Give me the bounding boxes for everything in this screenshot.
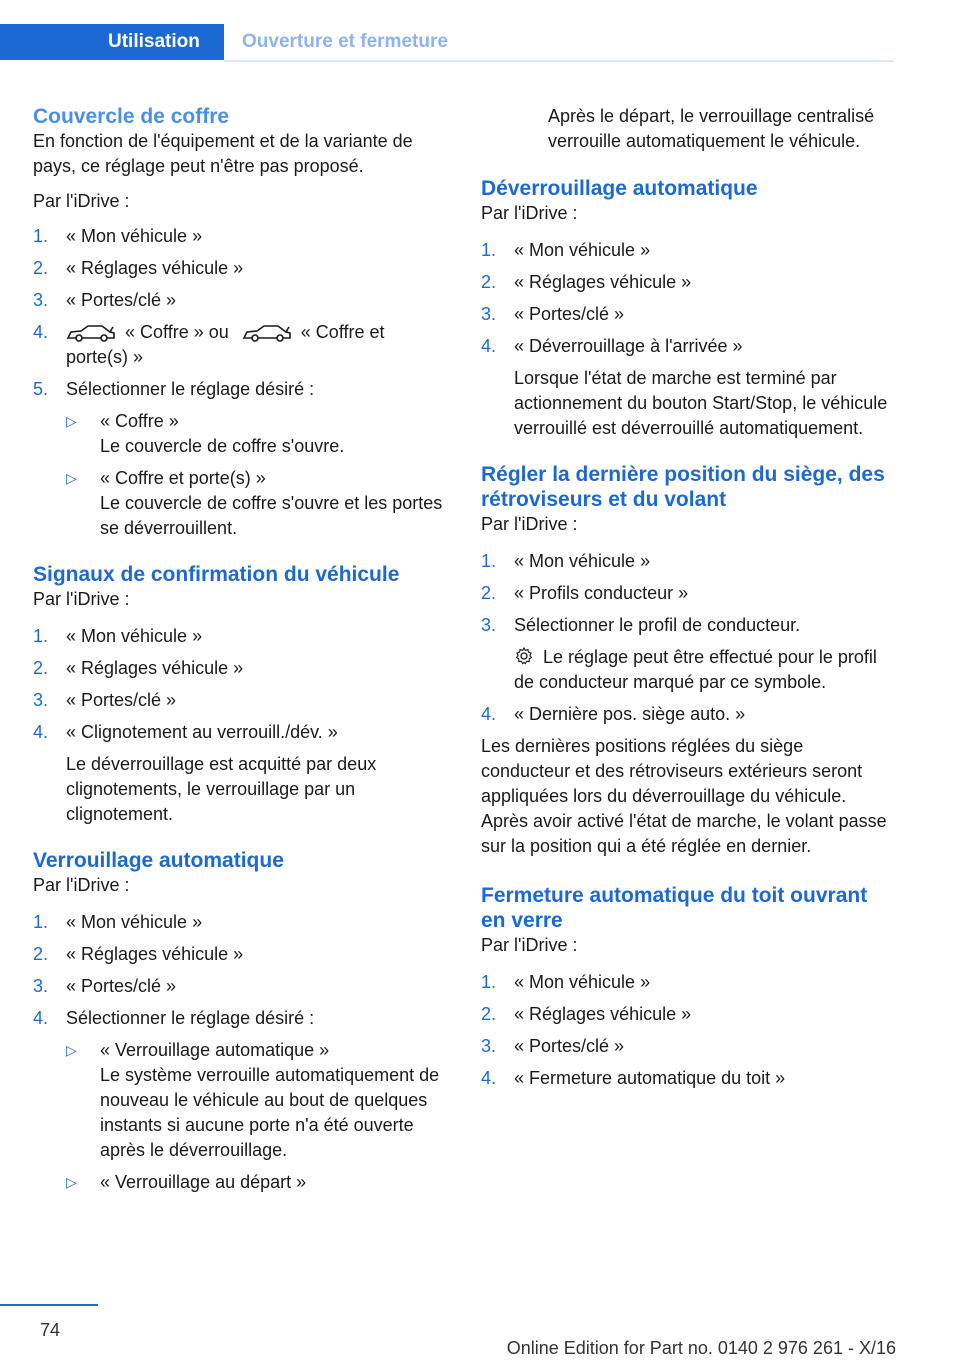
idrive-label: Par l'iDrive : [481, 514, 578, 534]
body-paragraph: Les dernières positions réglées du siège conducteur et des rétroviseurs extérieurs seront appliquées lors du déverrouillage du véhicule. Après avoir activé l'état de marche, le volant passe sur la position qui a été réglée en dernier. [481, 736, 887, 856]
gear-icon [514, 646, 534, 666]
step-number: 3. [481, 304, 497, 324]
option-label: « Coffre et porte(s) » [100, 468, 266, 488]
idrive-label: Par l'iDrive : [33, 875, 130, 895]
list-item [481, 270, 895, 295]
list-item [33, 720, 445, 827]
option-item [66, 466, 445, 541]
step-number: 2. [33, 658, 49, 678]
step-text: Sélectionner le réglage désiré : [66, 379, 315, 399]
step-number: 1. [481, 240, 497, 260]
idrive-label: Par l'iDrive : [33, 191, 130, 211]
triangle-bullet-icon: ▷ [66, 413, 77, 429]
page-number: 74 [40, 1320, 61, 1340]
step-text: « Réglages véhicule » [66, 258, 244, 278]
heading-derniere-position: Régler la dernière position du siège, des rétroviseurs et du volant [481, 463, 885, 511]
list-item [481, 238, 895, 263]
option-label: « Verrouillage automatique » [100, 1040, 330, 1060]
list-item [33, 624, 445, 649]
step-text: « Mon véhicule » [66, 912, 203, 932]
step-text: « Déverrouillage à l'arrivée » [514, 336, 743, 356]
list-item [33, 320, 445, 370]
step-number: 3. [481, 1036, 497, 1056]
edition-footer: Online Edition for Part no. 0140 2 976 261 - X/16 [506, 1338, 896, 1358]
option-item [66, 1038, 445, 1163]
step-text: « Clignotement au verrouill./dév. » [66, 722, 338, 742]
list-item [481, 1034, 895, 1059]
heading-fermeture-toit: Fermeture automatique du toit ouvrant en verre [481, 884, 868, 932]
step-number: 3. [33, 690, 49, 710]
step-text: « Coffre » ou [125, 322, 229, 342]
heading-verrouillage-auto: Verrouillage automatique [33, 849, 284, 872]
header-tabs [0, 24, 894, 60]
triangle-bullet-icon: ▷ [66, 470, 77, 486]
list-item [481, 334, 895, 441]
step-text: « Fermeture automatique du toit » [514, 1068, 786, 1088]
step-number: 2. [481, 1004, 497, 1024]
list-item [33, 942, 445, 967]
step-number: 4. [481, 336, 497, 356]
idrive-label: Par l'iDrive : [481, 935, 578, 955]
triangle-bullet-icon: ▷ [66, 1042, 77, 1058]
step-text: Sélectionner le réglage désiré : [66, 1008, 315, 1028]
step-number: 4. [33, 722, 49, 742]
step-number: 2. [33, 258, 49, 278]
idrive-label: Par l'iDrive : [33, 589, 130, 609]
list-item [481, 702, 895, 727]
left-column [33, 104, 445, 1202]
step-number: 5. [33, 379, 49, 399]
step-text: « Réglages véhicule » [514, 1004, 692, 1024]
option-desc: Le système verrouille automatiquement de nouveau le véhicule au bout de quelques instants si aucune porte n'a été ouverte après le déverrouillage. [100, 1065, 440, 1160]
list-item [481, 1002, 895, 1027]
step-text: « Réglages véhicule » [66, 944, 244, 964]
step-note [514, 645, 895, 695]
list-item [481, 1066, 895, 1091]
option-desc: Le couvercle de coffre s'ouvre. [100, 436, 345, 456]
step-number: 4. [481, 704, 497, 724]
list-item [33, 688, 445, 713]
option-label: « Coffre » [100, 411, 179, 431]
step-note: Le déverrouillage est acquitté par deux clignotements, le verrouillage par un clignotement. [66, 754, 377, 824]
step-number: 1. [33, 226, 49, 246]
continued-desc: Après le départ, le verrouillage centralisé verrouille automatiquement le véhicule. [548, 106, 875, 151]
note-text: Le réglage peut être effectué pour le profil de conducteur marqué par ce symbole. [514, 647, 877, 692]
step-number: 4. [33, 322, 49, 342]
list-item [481, 970, 895, 995]
continued-text [481, 104, 895, 154]
heading-signaux-confirmation: Signaux de confirmation du véhicule [33, 563, 400, 586]
page-number-rule [0, 1304, 98, 1306]
option-item [66, 409, 445, 459]
step-number: 3. [33, 976, 49, 996]
step-text: « Portes/clé » [66, 690, 177, 710]
tab-ouverture-fermeture[interactable]: Ouverture et fermeture [242, 31, 448, 52]
step-number: 4. [481, 1068, 497, 1088]
header-rule [224, 60, 894, 62]
heading-deverrouillage-auto: Déverrouillage automatique [481, 177, 758, 200]
step-text: « Portes/clé » [66, 290, 177, 310]
step-number: 2. [33, 944, 49, 964]
idrive-label: Par l'iDrive : [481, 203, 578, 223]
step-number: 4. [33, 1008, 49, 1028]
option-label: « Verrouillage au départ » [100, 1172, 307, 1192]
step-note: Lorsque l'état de marche est terminé par actionnement du bouton Start/Stop, le véhicule verrouillé est déverrouillé automatiquement. [514, 368, 888, 438]
list-item [33, 377, 445, 541]
step-number: 1. [481, 972, 497, 992]
car-trunk-doors-icon [242, 323, 292, 343]
list-item [33, 910, 445, 935]
step-number: 2. [481, 272, 497, 292]
step-text: « Réglages véhicule » [66, 658, 244, 678]
step-number: 1. [481, 551, 497, 571]
car-trunk-icon [66, 323, 116, 343]
step-text: « Portes/clé » [514, 304, 625, 324]
option-item [66, 1170, 445, 1195]
list-item [33, 1006, 445, 1195]
step-text: « Portes/clé » [514, 1036, 625, 1056]
step-text: « Coffre et porte(s) » [66, 322, 385, 367]
step-text: « Mon véhicule » [66, 626, 203, 646]
step-number: 3. [33, 290, 49, 310]
step-text: « Réglages véhicule » [514, 272, 692, 292]
option-desc: Le couvercle de coffre s'ouvre et les portes se déverrouillent. [100, 493, 443, 538]
step-number: 2. [481, 583, 497, 603]
list-item [33, 656, 445, 681]
list-item [481, 549, 895, 574]
list-item [33, 224, 445, 249]
right-column [481, 104, 895, 1098]
list-item [481, 613, 895, 695]
step-text: « Mon véhicule » [514, 551, 651, 571]
step-number: 1. [33, 626, 49, 646]
step-text: « Mon véhicule » [66, 226, 203, 246]
step-text: « Dernière pos. siège auto. » [514, 704, 746, 724]
step-number: 3. [481, 615, 497, 635]
step-text: « Mon véhicule » [514, 240, 651, 260]
step-text: « Mon véhicule » [514, 972, 651, 992]
list-item [33, 288, 445, 313]
list-item [481, 302, 895, 327]
list-item [33, 974, 445, 999]
list-item [481, 581, 895, 606]
step-text: Sélectionner le profil de conducteur. [514, 615, 801, 635]
intro-text: En fonction de l'équipement et de la variante de pays, ce réglage peut n'être pas proposé. [33, 131, 413, 176]
step-text: « Portes/clé » [66, 976, 177, 996]
step-text: « Profils conducteur » [514, 583, 689, 603]
heading-couvercle-coffre: Couvercle de coffre [33, 105, 230, 128]
step-number: 1. [33, 912, 49, 932]
list-item [33, 256, 445, 281]
triangle-bullet-icon: ▷ [66, 1174, 77, 1190]
tab-utilisation[interactable]: Utilisation [0, 24, 224, 60]
